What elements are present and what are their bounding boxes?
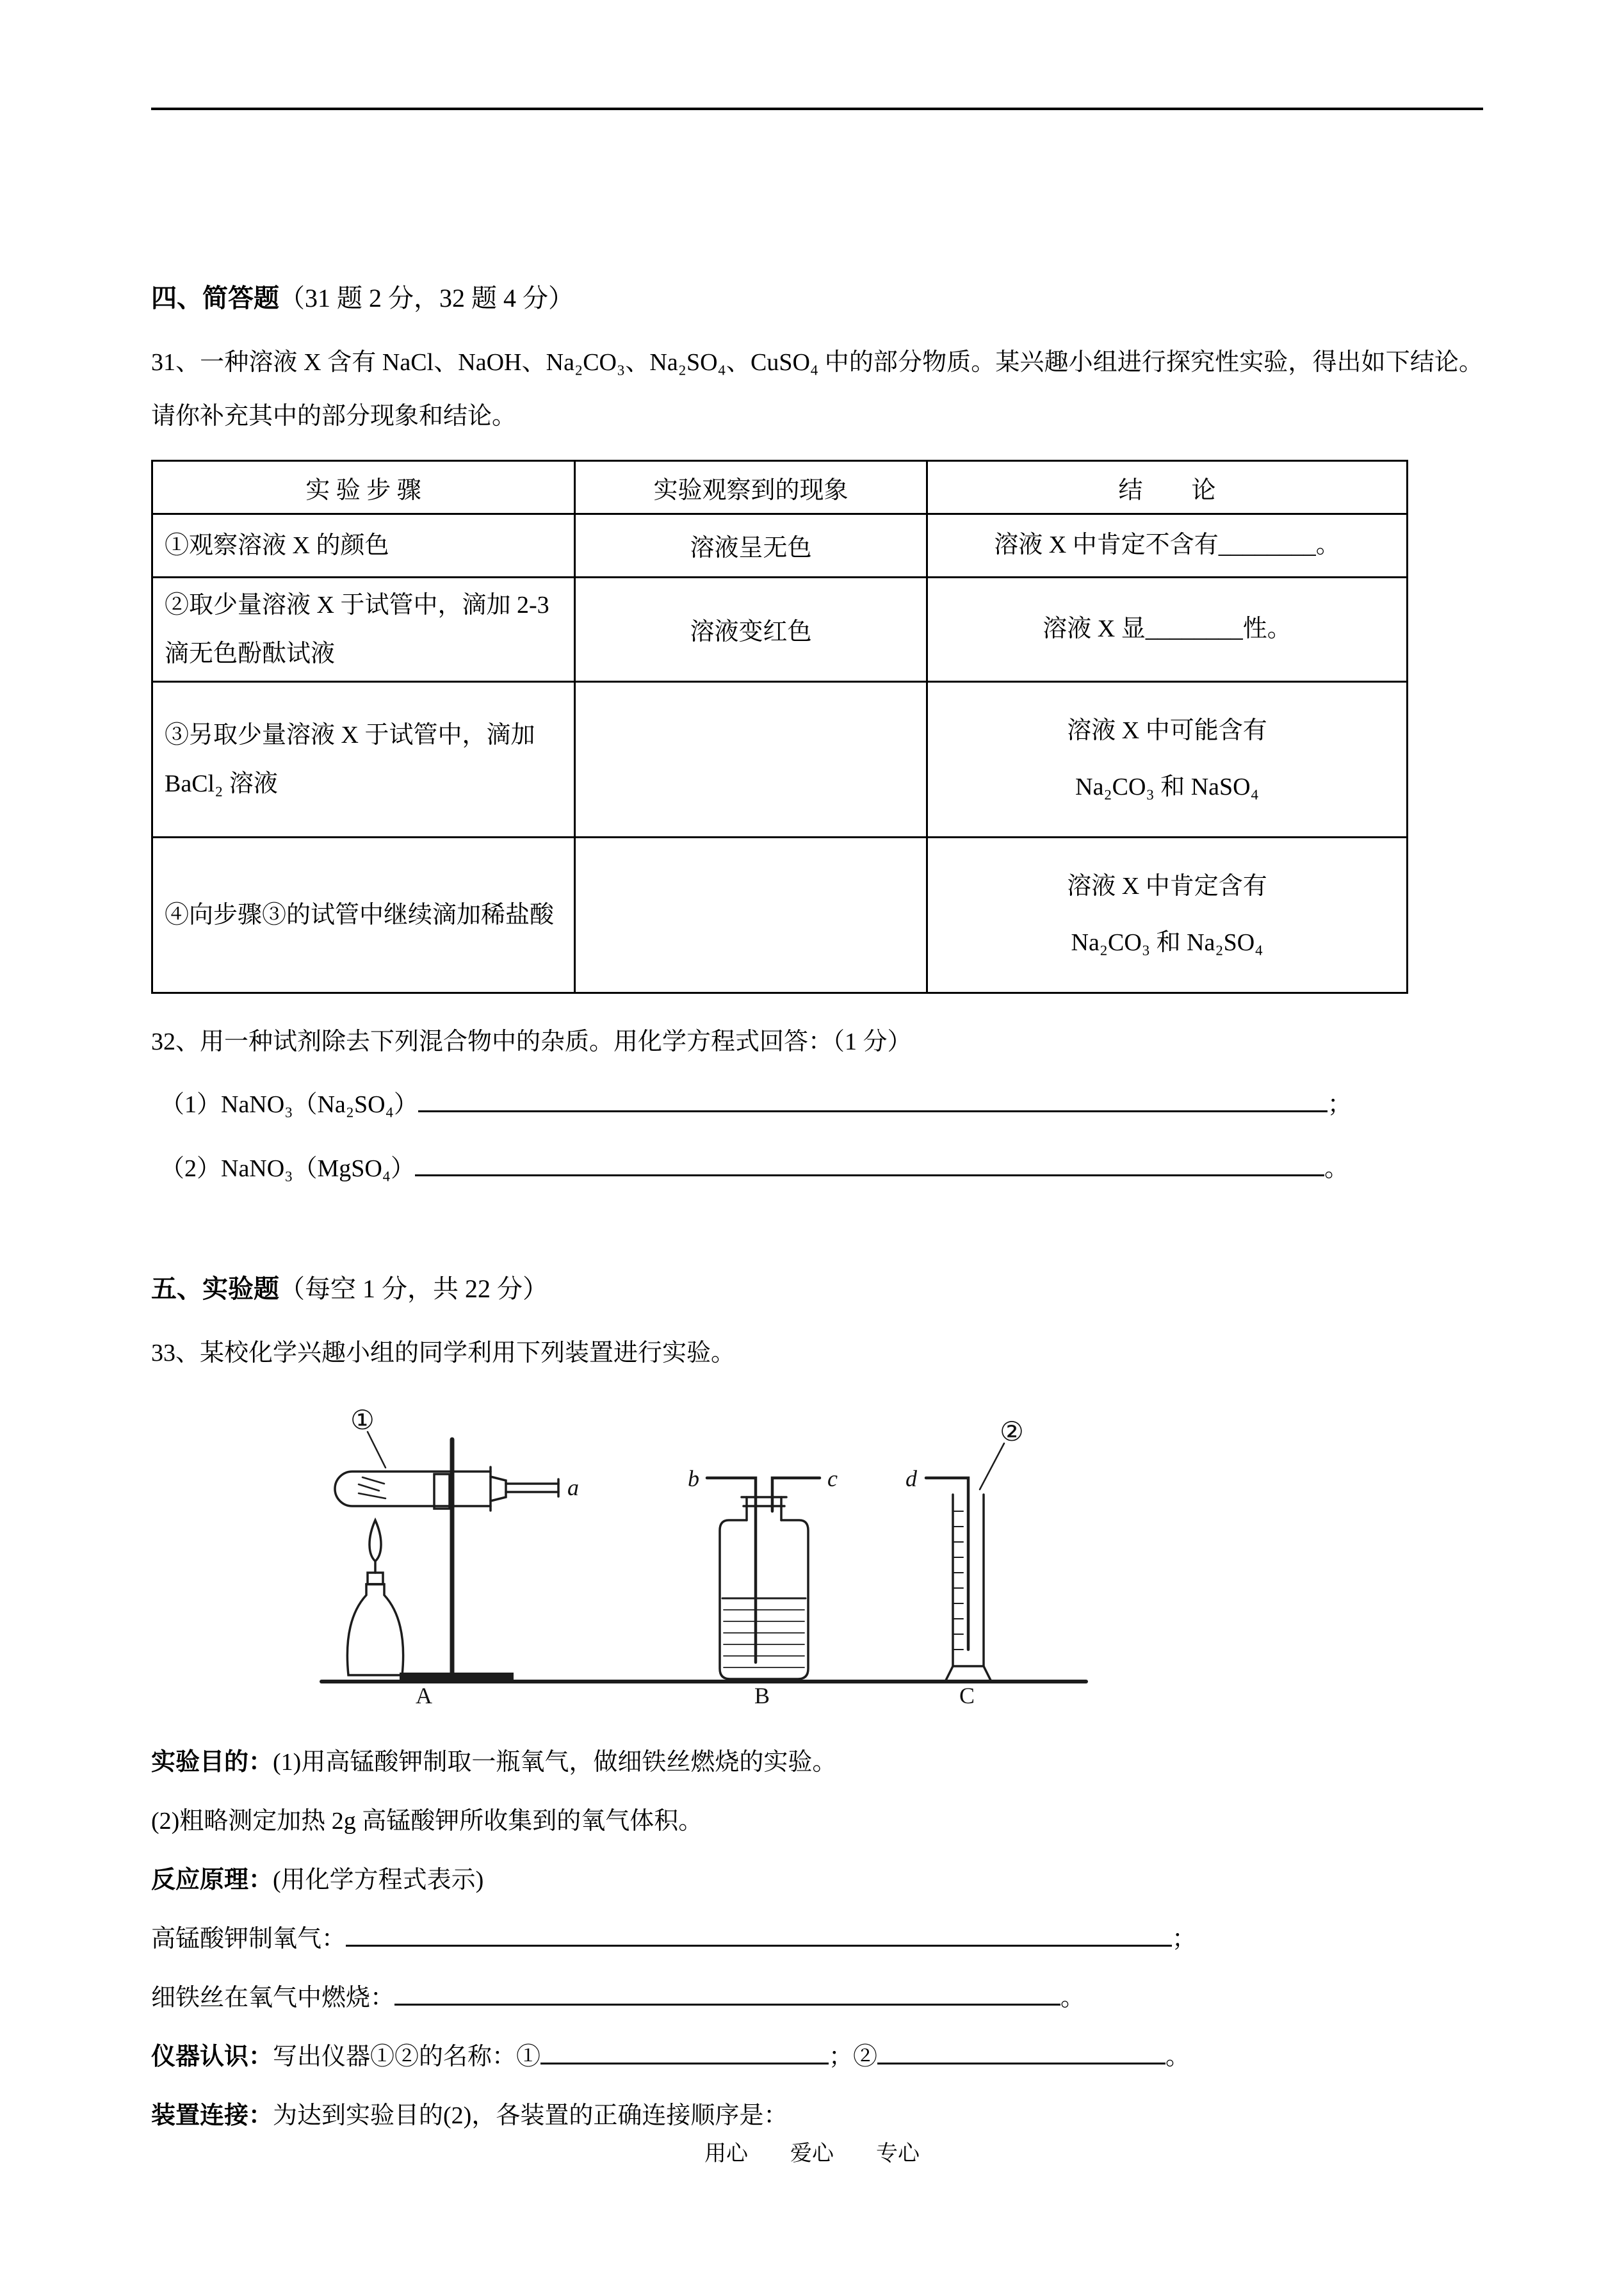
equation-2-label: 细铁丝在氧气中燃烧： [151, 1984, 395, 2011]
purpose-label: 实验目的： [151, 1748, 273, 1776]
delivery-tube [491, 1477, 558, 1501]
port-b-label: b [688, 1465, 699, 1491]
row4-conclusion-line2: Na₂CO₃ 和 Na₂SO₄ [1071, 929, 1263, 956]
apparatus-svg [304, 1401, 1104, 1707]
question-33-body [151, 1733, 1483, 2145]
experiment-purpose-line [151, 1733, 1483, 1792]
section-4-heading [151, 278, 1483, 314]
question-31-text: 31、一种溶液 X 含有 NaCl、NaOH、Na₂CO₃、Na₂SO₄、CuSO₄ 中的部分物质。某兴趣小组进行探究性实验，得出如下结论。请你补充其中的部分现象和结论。 [151, 349, 1483, 430]
measuring-cylinder [926, 1443, 1004, 1682]
equation-1-label: 高锰酸钾制氧气： [151, 1925, 346, 1952]
equation-2-line [151, 1968, 1483, 2027]
page-footer [0, 2136, 1624, 2167]
section-4-note: （31 题 2 分，32 题 4 分） [279, 284, 574, 312]
instrument-label: 仪器认识： [151, 2043, 273, 2070]
row2-observation: 溶液变红色 [575, 577, 927, 681]
instrument-2-blank [877, 2061, 1165, 2064]
test-tube [335, 1467, 491, 1511]
device-A-label: A [416, 1682, 432, 1707]
device-C-label: C [959, 1682, 975, 1707]
row1-conclusion: 溶液 X 中肯定不含有________。 [927, 514, 1408, 577]
footer-word-1: 用心 [704, 2142, 748, 2166]
connection-label: 装置连接： [151, 2102, 273, 2129]
gas-washing-bottle [707, 1478, 820, 1679]
instrument-names-line [151, 2027, 1483, 2086]
reaction-principle-line [151, 1851, 1483, 1910]
question-31-table [151, 460, 1408, 993]
label-2-leader-line [980, 1443, 1004, 1489]
row1-step: ①观察溶液 X 的颜色 [152, 514, 575, 577]
q32-item-1-punct: ； [1327, 1091, 1352, 1119]
table-row [152, 514, 1408, 577]
graduation-marks [953, 1511, 963, 1650]
purpose-item-2-line [151, 1792, 1483, 1851]
device-B-label: B [754, 1682, 770, 1707]
principle-label: 反应原理： [151, 1866, 273, 1894]
flame-icon [369, 1520, 381, 1561]
footer-word-2: 爱心 [790, 2142, 834, 2166]
row3-step: ③另取少量溶液 X 于试管中，滴加 BaCl₂ 溶液 [152, 681, 575, 837]
principle-note: (用化学方程式表示) [273, 1866, 484, 1894]
row3-conclusion-line1: 溶液 X 中可能含有 [1067, 717, 1267, 745]
equation-1-line [151, 1910, 1483, 1968]
q32-item-2-label: （2）NaNO₃（MgSO₄） [160, 1155, 416, 1183]
equation-1-blank [346, 1943, 1172, 1947]
equation-1-punct: ； [1172, 1925, 1197, 1952]
instrument-1-blank [540, 2061, 829, 2064]
section-5-title: 五、实验题 [151, 1274, 279, 1304]
q32-item-1-blank [418, 1109, 1328, 1112]
row3-conclusion-line2: Na₂CO₃ 和 NaSO₄ [1075, 773, 1259, 800]
section-4-title: 四、简答题 [151, 284, 279, 312]
port-a-label: a [567, 1474, 579, 1500]
q32-item-2-punct: 。 [1324, 1155, 1349, 1183]
table-header-row [152, 461, 1408, 514]
col-header-steps: 实 验 步 骤 [152, 461, 575, 514]
port-c-label: c [827, 1465, 838, 1491]
tube-d [926, 1478, 968, 1650]
connection-text: 为达到实验目的(2)，各装置的正确连接顺序是： [273, 2102, 788, 2129]
question-32-item-2 [160, 1140, 1483, 1197]
row2-conclusion: 溶液 X 显________性。 [927, 577, 1408, 681]
apparatus-2-label: ② [1000, 1417, 1024, 1447]
purpose-item-1: (1)用高锰酸钾制取一瓶氧气，做细铁丝燃烧的实验。 [273, 1748, 837, 1776]
section-5-heading [151, 1269, 1483, 1305]
water-hatching [724, 1610, 804, 1667]
q32-item-1-label: （1）NaNO₃（Na₂SO₄） [160, 1091, 418, 1119]
q32-item-2-blank [415, 1173, 1324, 1176]
row2-step: ②取少量溶液 X 于试管中，滴加 2-3 滴无色酚酞试液 [152, 577, 575, 681]
iron-stand [400, 1439, 514, 1680]
row3-observation [575, 681, 927, 837]
row4-step: ④向步骤③的试管中继续滴加稀盐酸 [152, 837, 575, 993]
port-d-label: d [905, 1465, 917, 1491]
header-rule [151, 108, 1483, 110]
alcohol-lamp [347, 1561, 403, 1675]
section-5-note: （每空 1 分，共 22 分） [279, 1274, 548, 1304]
label-1-leader-line [368, 1432, 386, 1468]
table-row [152, 837, 1408, 993]
table-row [152, 681, 1408, 837]
col-header-observation: 实验观察到的现象 [575, 461, 927, 514]
apparatus-diagram [304, 1401, 1483, 1714]
instrument-text: 写出仪器①②的名称：① [273, 2043, 541, 2070]
footer-word-3: 专心 [876, 2142, 920, 2166]
instrument-mid: ；② [829, 2043, 878, 2070]
col-header-conclusion: 结 论 [927, 461, 1408, 514]
table-row [152, 577, 1408, 681]
row4-conclusion-line1: 溶液 X 中肯定含有 [1067, 873, 1267, 900]
question-32-item-1 [160, 1076, 1483, 1133]
question-32-text: 32、用一种试剂除去下列混合物中的杂质。用化学方程式回答：（1 分） [151, 1028, 912, 1055]
equation-2-blank [394, 2002, 1060, 2006]
row3-conclusion [927, 681, 1408, 837]
row4-observation [575, 837, 927, 993]
purpose-item-2: (2)粗略测定加热 2g 高锰酸钾所收集到的氧气体积。 [151, 1807, 703, 1835]
instrument-end: 。 [1165, 2043, 1190, 2070]
question-33-text: 33、某校化学兴趣小组的同学利用下列装置进行实验。 [151, 1340, 736, 1367]
row4-conclusion [927, 837, 1408, 993]
equation-2-punct: 。 [1060, 1984, 1085, 2011]
apparatus-1-label: ① [350, 1406, 375, 1436]
row1-observation: 溶液呈无色 [575, 514, 927, 577]
